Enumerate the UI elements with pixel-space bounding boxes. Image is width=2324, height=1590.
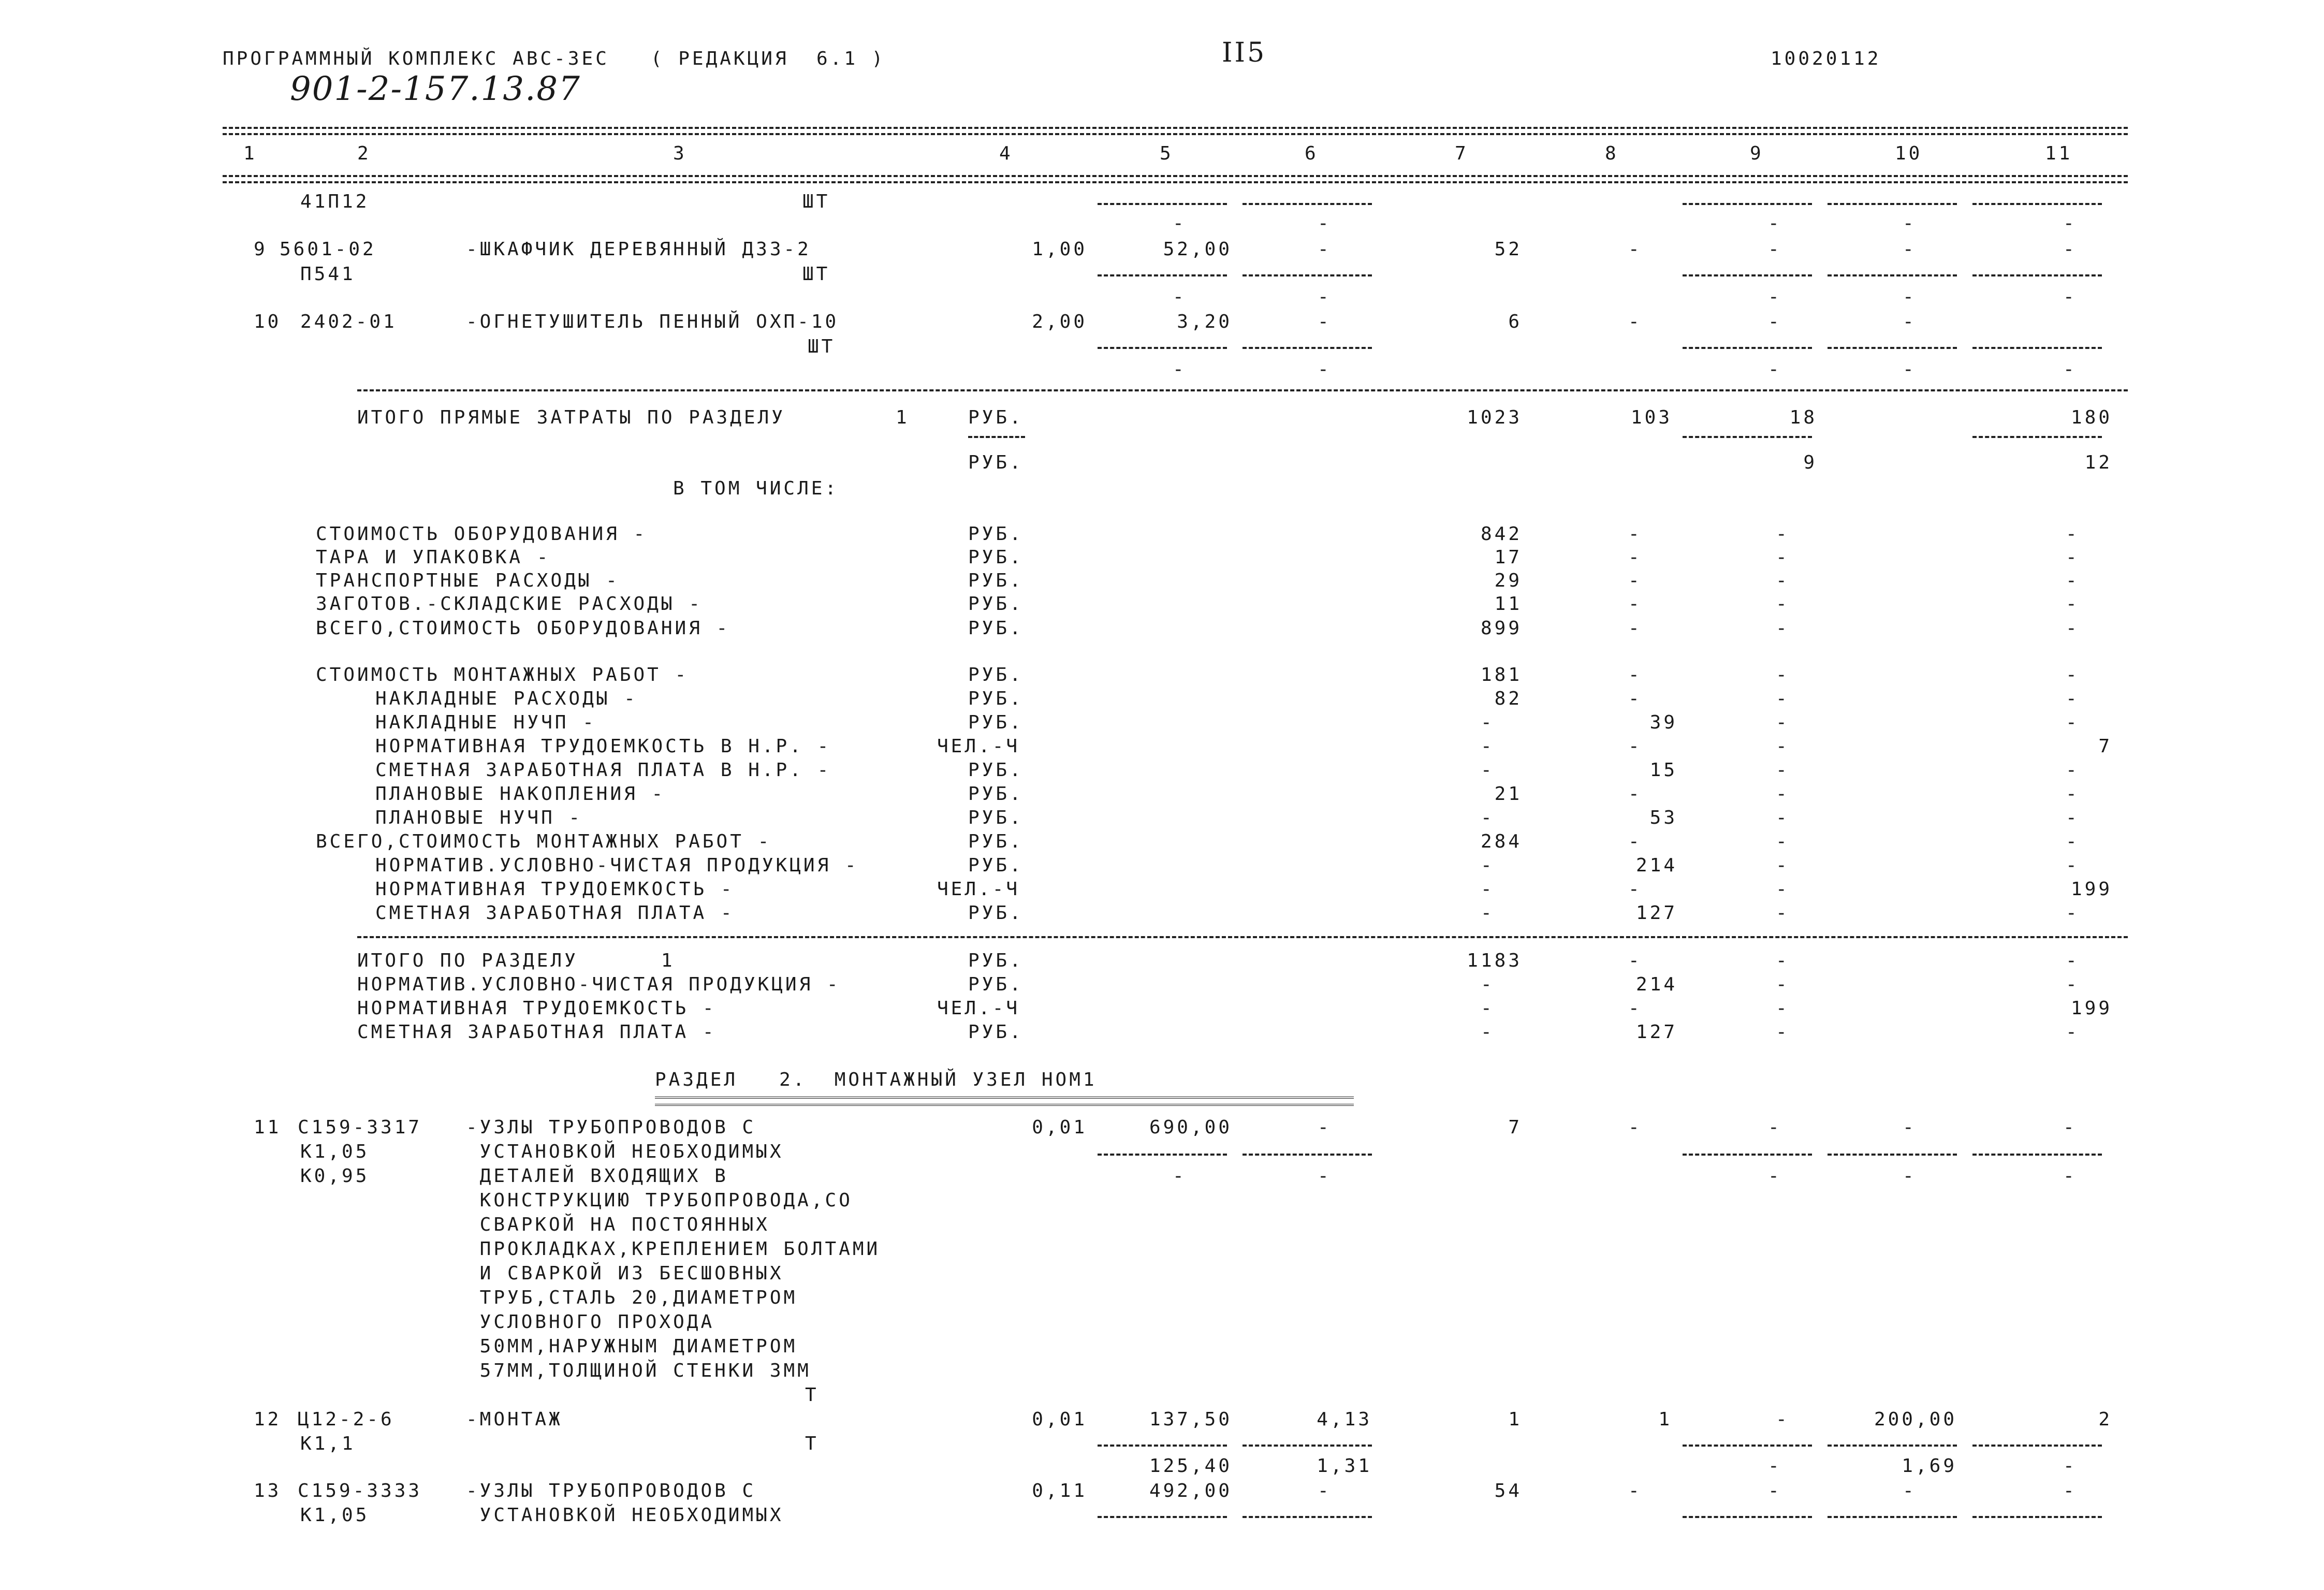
rule-header-1 [223,175,2128,177]
cell-rule [1683,347,1812,349]
list-item-c9: - [1776,879,1790,900]
list-item-c7: 11 [1494,593,1522,615]
list-item-c9: - [1776,783,1790,805]
list-item-c9: - [1776,736,1790,757]
total-c9: 9 [1803,452,1817,473]
list-item-c9: - [1776,855,1790,876]
list-item-c9: - [1776,618,1790,639]
list-item-unit: РУБ. [968,523,1024,545]
rule-header-2 [223,181,2128,183]
cell-dash: - [1903,239,1917,260]
list-item-c7: - [1481,736,1495,757]
row-name-line: ТРУБ,СТАЛЬ 20,ДИАМЕТРОМ [466,1287,798,1308]
total-label: ИТОГО ПРЯМЫЕ ЗАТРАТЫ ПО РАЗДЕЛУ [357,407,785,428]
col-10: 10 [1895,143,1923,164]
cell-rule [1828,203,1957,205]
row-price: 137,50 [1149,1409,1232,1430]
list-item-c11: 199 [2070,998,2112,1019]
row-name-line: СВАРКОЙ НА ПОСТОЯННЫХ [466,1214,770,1235]
col-7: 7 [1455,143,1469,164]
total-c9: 18 [1789,407,1817,428]
cell-rule [1828,1516,1957,1518]
list-item-c7: 284 [1480,831,1522,852]
list-item-label: ТРАНСПОРТНЫЕ РАСХОДЫ - [316,570,620,591]
cell-dash: - [1768,1480,1782,1501]
list-item-label: НОРМАТИВНАЯ ТРУДОЕМКОСТЬ В Н.Р. - [375,736,831,757]
row-code: 5601-02 [280,239,376,260]
list-item-c9: - [1776,523,1790,545]
section-2-underline-1 [655,1097,1354,1099]
list-item-c8: 214 [1635,974,1677,995]
list-item-label: НАКЛАДНЫЕ РАСХОДЫ - [375,688,638,709]
rule-section [357,389,2128,391]
list-item-unit: РУБ. [968,831,1024,852]
row-name-line: УСТАНОВКОЙ НЕОБХОДИМЫХ [466,1505,784,1526]
total-c7: 1023 [1467,407,1522,428]
list-item-c11: - [2066,950,2080,971]
list-item-c7: - [1481,807,1495,828]
row-total: 1 [1508,1409,1522,1430]
list-item-c7: - [1481,974,1495,995]
total-unit: РУБ. [968,452,1024,473]
list-item-c9: - [1776,664,1790,685]
col-8: 8 [1605,143,1619,164]
cell-dash: - [1173,286,1187,308]
list-item-c9: - [1776,1022,1790,1043]
row-total: 6 [1508,311,1522,332]
cell-rule [1243,203,1372,205]
list-item-label: СМЕТНАЯ ЗАРАБОТНАЯ ПЛАТА - [357,1022,717,1043]
list-item-c9: - [1776,831,1790,852]
row-name-line: -УЗЛЫ ТРУБОПРОВОДОВ С [466,1117,756,1138]
list-item-unit: РУБ. [968,664,1024,685]
list-item-label: НОРМАТИВНАЯ ТРУДОЕМКОСТЬ - [375,879,735,900]
cell-dash: - [1318,1117,1332,1138]
cell-dash: - [1628,311,1642,332]
row-code: 41П12 [300,191,370,212]
cell-rule [1243,1154,1372,1156]
row-name-line: -УЗЛЫ ТРУБОПРОВОДОВ С [466,1480,756,1501]
list-item-c11: - [2066,974,2080,995]
section-2-title: РАЗДЕЛ 2. МОНТАЖНЫЙ УЗЕЛ НОМ1 [655,1069,1097,1090]
list-item-label: НАКЛАДНЫЕ НУЧП - [375,712,596,733]
cell-rule [1828,274,1957,276]
cell-rule [968,436,1025,438]
cell-dash: - [1318,239,1332,260]
list-item-c9: - [1776,688,1790,709]
total-c11: 180 [2070,407,2112,428]
cell-dash: - [1768,239,1782,260]
cell-dash: - [1318,1480,1332,1501]
list-item-c9: - [1776,902,1790,924]
row-number: 12 [254,1409,282,1430]
list-item-c7: 181 [1480,664,1522,685]
row-price: 492,00 [1149,1480,1232,1501]
total-unit: РУБ. [968,407,1024,428]
list-item-c8: - [1628,783,1642,805]
col-1: 1 [243,143,257,164]
cell-dash: - [1903,1480,1917,1501]
row-unit: Т [805,1433,819,1454]
list-item-c9: - [1776,807,1790,828]
cell-rule [1828,347,1957,349]
list-item-c9: - [1776,593,1790,615]
list-item-unit: РУБ. [968,807,1024,828]
cell-dash: - [1173,213,1187,234]
list-item-c7: 842 [1480,523,1522,545]
row-coef-1: К1,1 [300,1433,356,1454]
row-number: 13 [254,1480,282,1501]
cell-dash: - [2063,1480,2077,1501]
row-name-line: 50ММ,НАРУЖНЫМ ДИАМЕТРОМ [466,1336,798,1357]
row-price: 3,20 [1177,311,1232,332]
list-item-c9: - [1776,998,1790,1019]
row-total: 7 [1508,1117,1522,1138]
list-item-c8: - [1628,570,1642,591]
rule-top-2 [223,133,2128,135]
list-item-label: ВСЕГО,СТОИМОСТЬ ОБОРУДОВАНИЯ - [316,618,730,639]
row-qty: 2,00 [1032,311,1087,332]
list-item-label: ТАРА И УПАКОВКА - [316,547,551,568]
row-total: 52 [1494,239,1522,260]
section-2-underline-2 [655,1104,1354,1106]
list-item-c8: - [1628,998,1642,1019]
page-number: II5 [1222,37,1267,68]
total-c8: 103 [1630,407,1672,428]
row-unit: Т [805,1384,819,1406]
row-code: 2402-01 [300,311,397,332]
total-c11: 12 [2084,452,2112,473]
list-item-c7: - [1481,902,1495,924]
list-item-c8: - [1628,618,1642,639]
list-item-label: НОРМАТИВНАЯ ТРУДОЕМКОСТЬ - [357,998,717,1019]
list-item-c11: - [2066,807,2080,828]
handwritten-note: 901-2-157.13.87 [290,70,581,108]
list-item-unit: ЧЕЛ.-Ч [937,998,1020,1019]
rule-top-1 [223,127,2128,129]
list-item-label: ЗАГОТОВ.-СКЛАДСКИЕ РАСХОДЫ - [316,593,703,615]
cell-rule [1972,436,2102,438]
row-name: -ОГНЕТУШИТЕЛЬ ПЕННЫЙ ОХП-10 [466,311,839,332]
cell-dash: - [1903,359,1917,380]
list-item-label: ПЛАНОВЫЕ НАКОПЛЕНИЯ - [375,783,666,805]
list-item-c9: - [1776,974,1790,995]
cell-dash: - [1768,1165,1782,1187]
list-item-c7: - [1481,1022,1495,1043]
row-name-line: КОНСТРУКЦИЮ ТРУБОПРОВОДА,СО [466,1190,853,1211]
list-item-c8: - [1628,879,1642,900]
cell-dash: - [1768,213,1782,234]
list-item-label: ИТОГО ПО РАЗДЕЛУ 1 [357,950,675,971]
list-item-c9: - [1776,760,1790,781]
list-item-c8: - [1628,547,1642,568]
list-item-c11: - [2066,593,2080,615]
cell-rule [1972,274,2102,276]
list-item-label: ПЛАНОВЫЕ НУЧП - [375,807,583,828]
col-3: 3 [673,143,687,164]
cell-rule [1683,203,1812,205]
list-item-unit: РУБ. [968,593,1024,615]
cell-rule [1098,1516,1227,1518]
cell-dash: - [1318,359,1332,380]
list-item-c7: - [1481,998,1495,1019]
cell-rule [1972,1516,2102,1518]
row-qty: 1,00 [1032,239,1087,260]
cell-rule [1972,1154,2102,1156]
row-number: 9 [254,239,268,260]
cell-rule [1098,1154,1227,1156]
list-item-c8: 127 [1635,1022,1677,1043]
cell-rule [1683,1516,1812,1518]
cell-dash: - [2063,1165,2077,1187]
row-unit: ШТ [802,264,830,285]
row-name-line: ДЕТАЛЕЙ ВХОДЯЩИХ В [466,1165,728,1187]
list-item-c7: 17 [1494,547,1522,568]
list-item-c8: - [1628,593,1642,615]
row-total: 54 [1494,1480,1522,1501]
col-11: 11 [2045,143,2073,164]
row-qty: 0,11 [1032,1480,1087,1501]
cell-dash: - [1628,1117,1642,1138]
list-item-c7: - [1481,879,1495,900]
list-item-unit: ЧЕЛ.-Ч [937,879,1020,900]
list-item-c11: - [2066,712,2080,733]
list-item-c9: - [1776,547,1790,568]
row-coef-1: К1,05 [300,1141,370,1162]
row-qty: 0,01 [1032,1409,1087,1430]
cell-dash: - [1903,311,1917,332]
list-item-c11: - [2066,523,2080,545]
row-number: 11 [254,1117,282,1138]
cell-dash: - [1768,1117,1782,1138]
list-item-label: СТОИМОСТЬ ОБОРУДОВАНИЯ - [316,523,648,545]
list-item-c7: - [1481,855,1495,876]
list-item-c7: - [1481,760,1495,781]
list-item-c11: - [2066,570,2080,591]
including-label: В ТОМ ЧИСЛЕ: [673,478,839,499]
list-item-c8: - [1628,736,1642,757]
cell-dash: - [1768,359,1782,380]
rule-section-total [357,936,2128,938]
row-name-line: УСЛОВНОГО ПРОХОДА [466,1311,715,1333]
cell-dash: - [2063,1117,2077,1138]
list-item-unit: РУБ. [968,950,1024,971]
list-item-c11: - [2066,664,2080,685]
list-item-c7: 21 [1494,783,1522,805]
cell-rule [1828,1445,1957,1447]
list-item-unit: РУБ. [968,688,1024,709]
list-item-label: ВСЕГО,СТОИМОСТЬ МОНТАЖНЫХ РАБОТ - [316,831,772,852]
list-item-c11: - [2066,1022,2080,1043]
cell-rule [1243,274,1372,276]
list-item-unit: РУБ. [968,974,1024,995]
list-item-c11: 7 [2098,736,2112,757]
list-item-label: СТОИМОСТЬ МОНТАЖНЫХ РАБОТ - [316,664,689,685]
list-item-c8: 53 [1649,807,1677,828]
col-5: 5 [1160,143,1174,164]
cell-rule [1683,436,1812,438]
cell-dash: - [2063,239,2077,260]
list-item-c7: 29 [1494,570,1522,591]
list-item-label: НОРМАТИВ.УСЛОВНО-ЧИСТАЯ ПРОДУКЦИЯ - [357,974,841,995]
list-item-c11: 199 [2070,879,2112,900]
cell-dash: - [1318,286,1332,308]
cell-dash: - [1318,311,1332,332]
list-item-c9: - [1776,712,1790,733]
row-name: -МОНТАЖ [466,1409,563,1430]
list-item-c8: 39 [1649,712,1677,733]
cell-rule [1098,347,1227,349]
list-item-c11: - [2066,783,2080,805]
cell-dash: - [1768,286,1782,308]
row-qty: 0,01 [1032,1117,1087,1138]
cell-rule [1972,347,2102,349]
list-item-unit: РУБ. [968,618,1024,639]
list-item-c7: 899 [1480,618,1522,639]
cell-rule [1098,1445,1227,1447]
list-item-c8: 127 [1635,902,1677,924]
cell-rule [1243,1516,1372,1518]
row-name: -ШКАФЧИК ДЕРЕВЯННЫЙ Д33-2 [466,239,811,260]
list-item-label: СМЕТНАЯ ЗАРАБОТНАЯ ПЛАТА В Н.Р. - [375,760,831,781]
list-item-c11: - [2066,760,2080,781]
cell-rule [1828,1154,1957,1156]
row-code-2: П541 [300,264,356,285]
cell-dash: - [1173,1165,1187,1187]
col-2: 2 [357,143,371,164]
cell-dash: - [1903,1165,1917,1187]
list-item-label: СМЕТНАЯ ЗАРАБОТНАЯ ПЛАТА - [375,902,735,924]
cell-rule [1243,347,1372,349]
col-9: 9 [1750,143,1764,164]
row-coef-1: К1,05 [300,1505,370,1526]
row-c10-2: 1,69 [1902,1455,1957,1477]
cell-dash: - [1318,213,1332,234]
list-item-unit: РУБ. [968,760,1024,781]
row-c6: 4,13 [1317,1409,1372,1430]
cell-dash: - [2063,286,2077,308]
cell-rule [1098,203,1227,205]
row-c8: 1 [1658,1409,1672,1430]
cell-dash: - [2063,213,2077,234]
cell-dash: - [2063,359,2077,380]
list-item-c11: - [2066,855,2080,876]
list-item-c11: - [2066,547,2080,568]
row-coef-2: К0,95 [300,1165,370,1187]
cell-rule [1098,274,1227,276]
col-4: 4 [999,143,1013,164]
list-item-c8: 15 [1649,760,1677,781]
row-unit: ШТ [808,336,836,357]
row-c10: 200,00 [1874,1409,1957,1430]
list-item-c8: - [1628,664,1642,685]
row-name-line: УСТАНОВКОЙ НЕОБХОДИМЫХ [466,1141,784,1162]
total-section: 1 [896,407,910,428]
row-unit: ШТ [802,191,830,212]
cell-dash: - [1628,1480,1642,1501]
list-item-c11: - [2066,831,2080,852]
cell-dash: - [1628,239,1642,260]
list-item-c7: 82 [1494,688,1522,709]
cell-rule [1972,1445,2102,1447]
list-item-unit: РУБ. [968,547,1024,568]
row-number: 10 [254,311,282,332]
list-item-c11: - [2066,688,2080,709]
list-item-c9: - [1776,950,1790,971]
row-name-line: ПРОКЛАДКАХ,КРЕПЛЕНИЕМ БОЛТАМИ [466,1238,881,1260]
list-item-unit: РУБ. [968,783,1024,805]
row-code: Ц12-2-6 [298,1409,394,1430]
cell-rule [1243,1445,1372,1447]
list-item-unit: РУБ. [968,902,1024,924]
cell-dash: - [1776,1409,1790,1430]
row-price-2: 125,40 [1149,1455,1232,1477]
row-code: С159-3317 [298,1117,422,1138]
list-item-c9: - [1776,570,1790,591]
cell-dash: - [1318,1165,1332,1187]
cell-rule [1972,203,2102,205]
cell-rule [1683,274,1812,276]
list-item-c8: - [1628,831,1642,852]
list-item-c8: 214 [1635,855,1677,876]
list-item-label: НОРМАТИВ.УСЛОВНО-ЧИСТАЯ ПРОДУКЦИЯ - [375,855,859,876]
row-code: С159-3333 [298,1480,422,1501]
list-item-c11: - [2066,902,2080,924]
list-item-c8: - [1628,688,1642,709]
cell-dash: - [1903,1117,1917,1138]
row-name-line: 57ММ,ТОЛЩИНОЙ СТЕНКИ 3ММ [466,1360,811,1381]
row-c11: 2 [2098,1409,2112,1430]
col-6: 6 [1305,143,1319,164]
list-item-unit: РУБ. [968,570,1024,591]
cell-dash: - [1768,1455,1782,1477]
list-item-unit: ЧЕЛ.-Ч [937,736,1020,757]
list-item-unit: РУБ. [968,1022,1024,1043]
document-code: 10020112 [1771,48,1881,69]
cell-rule [1683,1445,1812,1447]
cell-dash: - [1768,311,1782,332]
list-item-unit: РУБ. [968,855,1024,876]
cell-dash: - [1903,286,1917,308]
row-c6-2: 1,31 [1317,1455,1372,1477]
row-price: 52,00 [1163,239,1232,260]
list-item-c7: 1183 [1467,950,1522,971]
list-item-c11: - [2066,618,2080,639]
list-item-unit: РУБ. [968,712,1024,733]
program-title: ПРОГРАММНЫЙ КОМПЛЕКС АВС-3ЕС ( РЕДАКЦИЯ 6.1 ) [223,48,886,69]
row-price: 690,00 [1149,1117,1232,1138]
row-name-line: И СВАРКОЙ ИЗ БЕСШОВНЫХ [466,1263,784,1284]
list-item-c8: - [1628,523,1642,545]
cell-dash: - [2063,1455,2077,1477]
list-item-c7: - [1481,712,1495,733]
cell-rule [1683,1154,1812,1156]
cell-dash: - [1173,359,1187,380]
list-item-c8: - [1628,950,1642,971]
cell-dash: - [1903,213,1917,234]
